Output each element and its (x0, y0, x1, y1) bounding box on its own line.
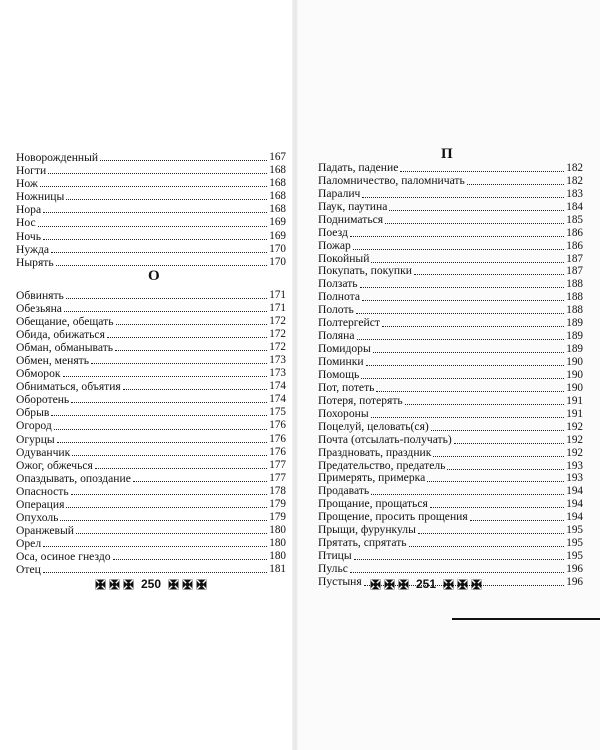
entry-page: 179 (269, 497, 286, 510)
index-entry (16, 354, 286, 367)
entry-term: Ножницы (16, 190, 65, 204)
entry-term: Обвинять (16, 289, 64, 302)
index-entry (318, 382, 583, 395)
index-entry (16, 537, 286, 550)
entry-term: Ползать (318, 277, 358, 291)
dot-leader (38, 226, 268, 227)
entry-page: 194 (566, 485, 583, 498)
diamond-x-ornament-icon (168, 579, 179, 590)
entry-term: Падать, падение (318, 160, 399, 174)
dot-leader (123, 389, 267, 390)
index-list-n (16, 151, 286, 269)
index-entry (16, 315, 286, 328)
index-entry (16, 328, 286, 341)
entry-term: Полнота (318, 290, 361, 304)
diamond-x-ornament-icon (370, 579, 381, 590)
entry-term: Огурцы (16, 432, 55, 446)
entry-term: Обезьяна (16, 302, 62, 316)
index-entry (16, 446, 286, 459)
entry-page: 187 (566, 252, 583, 265)
dot-leader (431, 430, 564, 431)
dot-leader (400, 171, 564, 172)
dot-leader (373, 352, 564, 353)
dot-leader (470, 520, 565, 521)
index-entry (318, 240, 583, 253)
diamond-x-ornament-icon (443, 579, 454, 590)
index-entry (16, 289, 286, 302)
index-entry (318, 537, 583, 550)
dot-leader (389, 210, 564, 211)
index-entry (16, 164, 286, 177)
entry-page: 184 (566, 200, 583, 213)
entry-term: Нож (16, 177, 38, 191)
index-entry (16, 243, 286, 256)
index-entry (318, 550, 583, 563)
index-entry (16, 511, 286, 524)
dot-leader (350, 572, 564, 573)
entry-page: 191 (566, 407, 583, 420)
entry-page: 170 (269, 255, 286, 268)
entry-term: Нужда (16, 242, 50, 256)
dot-leader (405, 404, 565, 405)
index-entry (318, 434, 583, 447)
entry-page: 182 (566, 174, 583, 187)
index-list-o (16, 289, 286, 576)
dot-leader (350, 236, 564, 237)
index-entry (318, 369, 583, 382)
entry-page: 192 (566, 433, 583, 446)
entry-page: 185 (566, 213, 583, 226)
dot-leader (362, 300, 564, 301)
diamond-x-ornament-icon (398, 579, 409, 590)
entry-page: 168 (269, 164, 286, 177)
dot-leader (51, 252, 267, 253)
diamond-x-ornament-icon (95, 579, 106, 590)
entry-page: 172 (269, 341, 286, 354)
entry-page: 172 (269, 328, 286, 341)
index-entry (16, 406, 286, 419)
entry-term: Пульс (318, 562, 348, 576)
index-entry (318, 162, 583, 175)
dot-leader (371, 262, 564, 263)
entry-term: Прятать, спрятать (318, 536, 407, 550)
entry-page: 190 (566, 356, 583, 369)
entry-page: 174 (269, 380, 286, 393)
entry-page: 177 (269, 471, 286, 484)
index-entry (16, 256, 286, 269)
dot-leader (57, 442, 268, 443)
entry-page: 186 (566, 239, 583, 252)
page-number: 251 (416, 577, 437, 591)
dot-leader (40, 186, 267, 187)
dot-leader (43, 572, 267, 573)
dot-leader (354, 559, 565, 560)
dot-leader (376, 391, 564, 392)
entry-term: Паук, паутина (318, 199, 388, 213)
dot-leader (353, 249, 564, 250)
entry-page: 191 (566, 394, 583, 407)
entry-term: Потеря, потерять (318, 393, 403, 407)
entry-term: Огород (16, 419, 52, 433)
entry-page: 193 (566, 472, 583, 485)
entry-term: Обман, обманывать (16, 341, 114, 355)
entry-term: Прыщи, фурункулы (318, 523, 416, 537)
entry-page: 186 (566, 226, 583, 239)
entry-term: Полтергейст (318, 316, 380, 330)
entry-term: Паломничество, паломничать (318, 173, 465, 187)
dot-leader (427, 481, 564, 482)
dot-leader (63, 376, 268, 377)
entry-term: Помощь (318, 367, 360, 381)
entry-page: 171 (269, 289, 286, 301)
index-entry (16, 151, 286, 164)
entry-page: 176 (269, 445, 286, 458)
index-entry (16, 230, 286, 243)
entry-page: 195 (566, 537, 583, 550)
index-entry (16, 393, 286, 406)
index-entry (318, 408, 583, 421)
entry-term: Нырять (16, 255, 54, 269)
dot-leader (430, 507, 564, 508)
entry-page: 176 (269, 432, 286, 445)
index-entry (16, 367, 286, 380)
dot-leader (382, 326, 564, 327)
index-entry (16, 341, 286, 354)
entry-term: Примерять, примерка (318, 471, 426, 485)
page-edge-line (452, 618, 600, 620)
dot-leader (107, 337, 267, 338)
dot-leader (91, 363, 267, 364)
diamond-x-ornament-icon (109, 579, 120, 590)
entry-page: 192 (566, 446, 583, 459)
index-entry (16, 380, 286, 393)
dot-leader (60, 520, 267, 521)
dot-leader (385, 223, 564, 224)
entry-term: Отец (16, 562, 41, 576)
entry-page: 195 (566, 524, 583, 537)
entry-term: Помидоры (318, 342, 371, 356)
entry-page: 168 (269, 203, 286, 216)
entry-page: 173 (269, 354, 286, 367)
entry-page: 180 (269, 536, 286, 549)
index-entry (16, 216, 286, 229)
entry-term: Продавать (318, 484, 370, 498)
entry-page: 192 (566, 420, 583, 433)
entry-page: 196 (566, 575, 583, 588)
diamond-x-ornament-icon (123, 579, 134, 590)
index-entry (318, 227, 583, 240)
dot-leader (66, 298, 267, 299)
entry-page: 190 (566, 381, 583, 394)
page-number: 250 (141, 577, 162, 591)
dot-leader (76, 533, 267, 534)
index-entry (16, 190, 286, 203)
entry-term: Оборотень (16, 393, 70, 407)
dot-leader (71, 494, 268, 495)
dot-leader (414, 274, 564, 275)
entry-page: 188 (566, 278, 583, 291)
dot-leader (43, 546, 267, 547)
entry-page: 189 (566, 317, 583, 330)
entry-term: Пустыня (318, 574, 362, 588)
dot-leader (433, 456, 564, 457)
entry-term: Паралич (318, 186, 361, 200)
diamond-x-ornament-icon (471, 579, 482, 590)
entry-page: 171 (269, 302, 286, 315)
entry-term: Предательство, предатель (318, 458, 446, 472)
dot-leader (366, 365, 565, 366)
index-list-p (318, 162, 583, 589)
entry-term: Оса, осиное гнездо (16, 549, 111, 563)
dot-leader (56, 265, 268, 266)
entry-term: Обида, обижаться (16, 328, 105, 342)
dot-leader (371, 417, 565, 418)
entry-page: 183 (566, 187, 583, 200)
dot-leader (66, 507, 267, 508)
entry-page: 179 (269, 510, 286, 523)
entry-page: 181 (269, 562, 286, 575)
page-footer-251 (370, 577, 482, 591)
entry-page: 177 (269, 458, 286, 471)
dot-leader (116, 324, 268, 325)
dot-leader (43, 212, 267, 213)
entry-page: 188 (566, 291, 583, 304)
index-entry (16, 472, 286, 485)
entry-term: Опаздывать, опоздание (16, 471, 131, 485)
entry-term: Праздновать, праздник (318, 445, 432, 459)
dot-leader (95, 468, 267, 469)
dot-leader (361, 378, 564, 379)
section-letter-o: О (148, 268, 160, 284)
entry-term: Одуванчик (16, 445, 71, 459)
entry-page: 175 (269, 406, 286, 419)
index-entry (318, 214, 583, 227)
entry-term: Обмен, менять (16, 354, 90, 368)
entry-term: Ногти (16, 164, 47, 178)
index-entry (16, 419, 286, 432)
page-footer-250 (95, 577, 207, 591)
entry-page: 189 (566, 343, 583, 356)
entry-term: Полоть (318, 303, 354, 317)
entry-term: Покупать, покупки (318, 264, 412, 278)
dot-leader (467, 184, 564, 185)
entry-page: 169 (269, 216, 286, 229)
index-entry (318, 421, 583, 434)
entry-page: 180 (269, 523, 286, 536)
diamond-x-ornament-icon (384, 579, 395, 590)
dot-leader (356, 313, 564, 314)
index-entry (318, 175, 583, 188)
index-entry (16, 433, 286, 446)
dot-leader (133, 481, 267, 482)
entry-page: 187 (566, 265, 583, 278)
entry-term: Ожог, обжечься (16, 458, 93, 472)
entry-term: Обрыв (16, 406, 50, 420)
index-entry (318, 395, 583, 408)
entry-term: Почта (отсылать-получать) (318, 432, 452, 446)
index-entry (318, 266, 583, 279)
entry-term: Пот, потеть (318, 380, 375, 394)
entry-term: Прощение, просить прощения (318, 510, 468, 524)
entry-page: 167 (269, 151, 286, 163)
entry-page: 196 (566, 563, 583, 576)
dot-leader (371, 494, 564, 495)
entry-term: Обещание, обещать (16, 315, 114, 329)
diamond-x-ornament-icon (182, 579, 193, 590)
index-entry (318, 317, 583, 330)
index-entry (16, 203, 286, 216)
entry-term: Поцелуй, целовать(ся) (318, 419, 429, 433)
entry-term: Оранжевый (16, 523, 74, 537)
entry-page: 195 (566, 550, 583, 563)
index-entry (16, 498, 286, 511)
entry-page: 174 (269, 393, 286, 406)
index-entry (318, 291, 583, 304)
entry-page: 176 (269, 419, 286, 432)
index-entry (16, 563, 286, 576)
entry-page: 190 (566, 368, 583, 381)
diamond-x-ornament-icon (196, 579, 207, 590)
entry-term: Операция (16, 497, 65, 511)
entry-page: 173 (269, 367, 286, 380)
dot-leader (113, 559, 268, 560)
entry-page: 168 (269, 177, 286, 190)
dot-leader (51, 415, 267, 416)
diamond-x-ornament-icon (457, 579, 468, 590)
dot-leader (66, 199, 267, 200)
dot-leader (362, 197, 564, 198)
entry-page: 168 (269, 190, 286, 203)
entry-term: Нора (16, 203, 42, 217)
entry-term: Опухоль (16, 510, 59, 524)
entry-page: 170 (269, 242, 286, 255)
index-entry (16, 524, 286, 537)
entry-term: Обморок (16, 367, 61, 381)
index-entry (16, 302, 286, 315)
book-gutter (292, 0, 298, 750)
entry-term: Похороны (318, 406, 369, 420)
entry-page: 172 (269, 315, 286, 328)
entry-page: 194 (566, 498, 583, 511)
dot-leader (418, 533, 564, 534)
dot-leader (357, 339, 565, 340)
entry-term: Нос (16, 216, 36, 230)
dot-leader (54, 429, 267, 430)
dot-leader (409, 546, 565, 547)
entry-page: 169 (269, 229, 286, 242)
index-entry (318, 447, 583, 460)
entry-term: Орел (16, 536, 42, 550)
dot-leader (447, 469, 564, 470)
entry-page: 188 (566, 304, 583, 317)
entry-term: Покойный (318, 251, 370, 265)
index-entry (16, 550, 286, 563)
entry-page: 178 (269, 484, 286, 497)
dot-leader (72, 455, 267, 456)
dot-leader (64, 311, 267, 312)
entry-term: Ночь (16, 229, 41, 243)
index-entry (318, 188, 583, 201)
dot-leader (115, 350, 267, 351)
entry-page: 193 (566, 459, 583, 472)
dot-leader (360, 287, 565, 288)
entry-page: 180 (269, 549, 286, 562)
entry-term: Прощание, прощаться (318, 497, 428, 511)
entry-term: Подниматься (318, 212, 384, 226)
index-entry (318, 201, 583, 214)
entry-page: 189 (566, 330, 583, 343)
entry-page: 194 (566, 511, 583, 524)
entry-term: Поляна (318, 329, 355, 343)
section-letter-p: П (441, 146, 453, 162)
entry-term: Пожар (318, 238, 351, 252)
entry-term: Новорожденный (16, 151, 99, 164)
index-entry (16, 485, 286, 498)
entry-term: Птицы (318, 549, 352, 563)
entry-term: Обниматься, объятия (16, 380, 121, 394)
index-entry (16, 177, 286, 190)
entry-term: Поминки (318, 355, 364, 369)
dot-leader (454, 443, 564, 444)
dot-leader (100, 160, 267, 161)
entry-page: 182 (566, 161, 583, 174)
entry-term: Поезд (318, 225, 348, 239)
dot-leader (71, 402, 267, 403)
index-entry (16, 459, 286, 472)
dot-leader (43, 239, 267, 240)
dot-leader (48, 173, 267, 174)
entry-term: Опасность (16, 484, 69, 498)
